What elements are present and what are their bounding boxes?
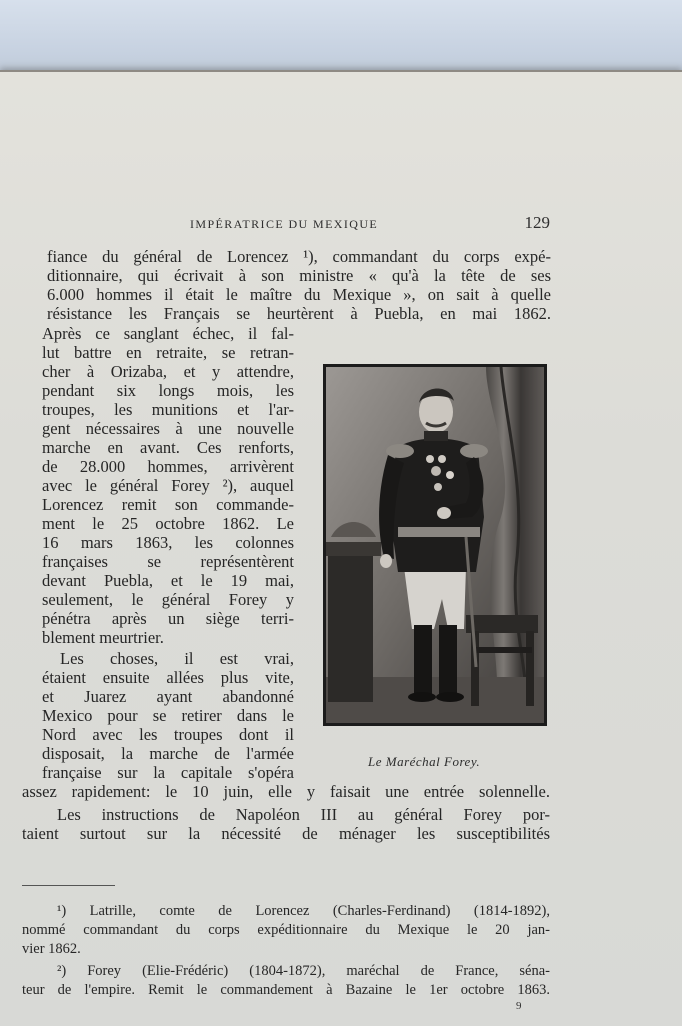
column-line: 16 mars 1863, les colonnes xyxy=(42,533,294,552)
body-line: Les instructions de Napoléon III au général Forey por- xyxy=(57,805,550,824)
footnote-line: ²) Forey (Elie-Frédéric) (1804-1872), maréchal de France, séna- xyxy=(57,963,550,979)
column-line: pénétra après un siège terri- xyxy=(42,609,294,628)
column-line: Après ce sanglant échec, il fal- xyxy=(42,324,294,343)
column-line: avec le général Forey ²), auquel xyxy=(42,476,294,495)
column-line: Les choses, il est vrai, xyxy=(60,649,294,668)
footnote-line: vier 1862. xyxy=(22,941,81,957)
column-line: troupes, les munitions et l'ar- xyxy=(42,400,294,419)
signature-mark: 9 xyxy=(516,1000,522,1012)
body-line: ditionnaire, qui écrivait à son ministre « qu'à la tête de ses xyxy=(47,266,551,285)
page-number: 129 xyxy=(524,213,550,232)
body-line: fiance du général de Lorencez ¹), commandant du corps expé- xyxy=(47,247,551,266)
body-line: taient surtout sur la nécessité de ménager les susceptibilités xyxy=(22,824,550,843)
column-line: ment le 25 octobre 1862. Le xyxy=(42,514,294,533)
figure-caption: Le Maréchal Forey. xyxy=(368,754,481,769)
column-line: Mexico pour se retirer dans le xyxy=(42,706,294,725)
column-line: de 28.000 hommes, arrivèrent xyxy=(42,457,294,476)
running-title: IMPÉRATRICE DU MEXIQUE xyxy=(190,217,379,231)
footnote-line: teur de l'empire. Remit le commandement à Bazaine le 1er octobre 1863. xyxy=(22,982,550,998)
running-head xyxy=(190,213,550,233)
footnote-rule xyxy=(22,885,115,886)
footnote-line: ¹) Latrille, comte de Lorencez (Charles-Ferdinand) (1814-1892), xyxy=(57,903,550,919)
column-line: seulement, le général Forey y xyxy=(42,590,294,609)
column-line: devant Puebla, et le 19 mai, xyxy=(42,571,294,590)
portrait-illustration xyxy=(326,367,544,723)
body-line: 6.000 hommes il était le maître du Mexique », on sait à quelle xyxy=(47,285,551,304)
column-line: lut battre en retraite, se retran- xyxy=(42,343,294,362)
column-line: françaises se représentèrent xyxy=(42,552,294,571)
book-page xyxy=(0,70,682,1026)
column-line: marche en avant. Ces renforts, xyxy=(42,438,294,457)
portrait-photo xyxy=(323,364,547,726)
column-line: Lorencez remit son commande- xyxy=(42,495,294,514)
column-line: cher à Orizaba, et y attendre, xyxy=(42,362,294,381)
column-line: blement meurtrier. xyxy=(42,628,164,647)
body-line: résistance les Français se heurtèrent à Puebla, en mai 1862. xyxy=(47,304,551,323)
column-line: étaient ensuite allées plus vite, xyxy=(42,668,294,687)
column-line: disposait, la marche de l'armée xyxy=(42,744,294,763)
footnote-line: nommé commandant du corps expéditionnaire du Mexique le 20 jan- xyxy=(22,922,550,938)
column-line: gent nécessaires à une nouvelle xyxy=(42,419,294,438)
body-line: assez rapidement: le 10 juin, elle y faisait une entrée solennelle. xyxy=(22,782,550,801)
column-line: Nord avec les troupes dont il xyxy=(42,725,294,744)
column-line: et Juarez ayant abandonné xyxy=(42,687,294,706)
column-line: pendant six longs mois, les xyxy=(42,381,294,400)
column-line: française sur la capitale s'opéra xyxy=(42,763,294,782)
